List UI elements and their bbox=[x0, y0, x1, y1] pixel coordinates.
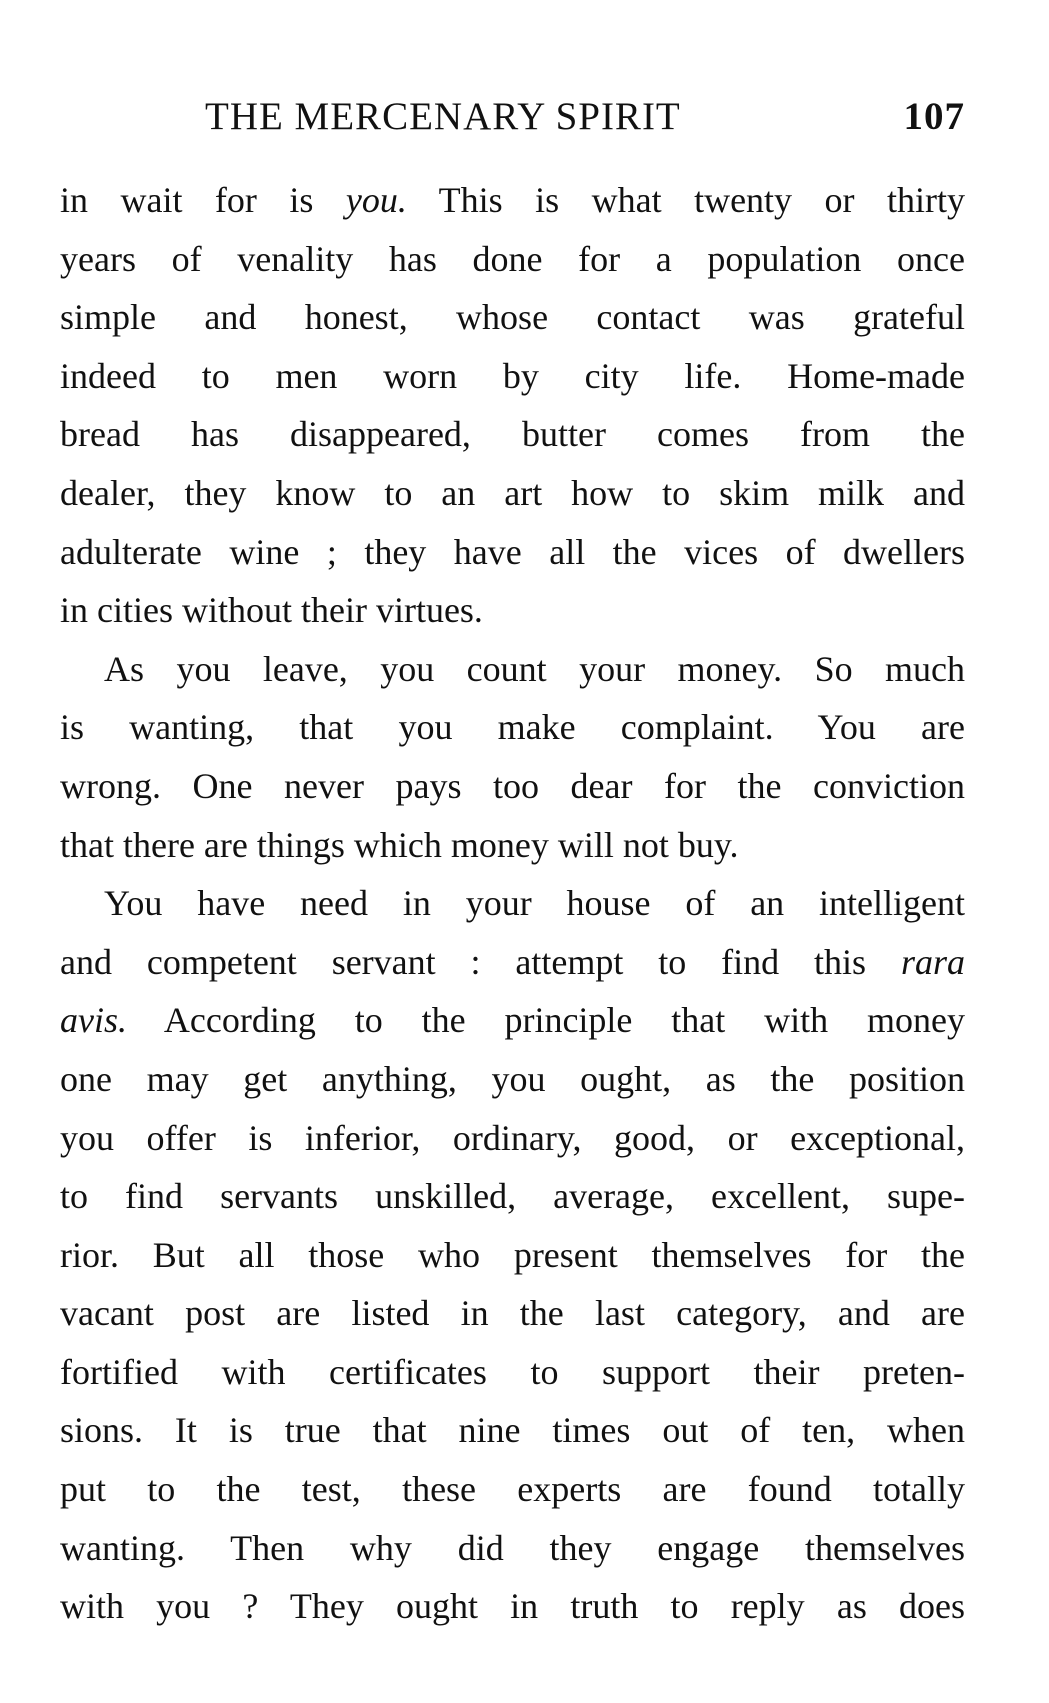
text-line bbox=[60, 464, 965, 523]
text-line bbox=[60, 874, 965, 933]
text-segment: is wanting, that you make complaint. You are bbox=[60, 707, 965, 748]
text-segment: simple and honest, whose contact was grateful bbox=[60, 297, 965, 338]
text-line bbox=[60, 1401, 965, 1460]
text-line bbox=[60, 991, 965, 1050]
text-segment: in cities without their virtues. bbox=[60, 590, 483, 631]
text-line bbox=[60, 523, 965, 582]
text-line bbox=[60, 230, 965, 289]
text-segment: in wait for is bbox=[60, 180, 346, 220]
text-segment: and competent servant : attempt to find this bbox=[60, 941, 901, 982]
body-text bbox=[60, 171, 965, 1636]
italic-text-segment: you. bbox=[345, 180, 407, 220]
text-line bbox=[60, 171, 965, 230]
text-line bbox=[60, 1577, 965, 1636]
text-line bbox=[60, 1284, 965, 1343]
text-line bbox=[60, 640, 965, 699]
text-line bbox=[60, 1519, 965, 1578]
text-line bbox=[60, 1343, 965, 1402]
text-line bbox=[60, 405, 965, 464]
text-line bbox=[60, 347, 965, 406]
text-line bbox=[60, 816, 965, 875]
text-segment: fortified with certificates to support their preten- bbox=[60, 1351, 965, 1392]
running-header bbox=[60, 92, 965, 142]
text-segment: As you leave, you count your money. So much bbox=[104, 648, 965, 689]
text-line bbox=[60, 1226, 965, 1285]
text-segment: sions. It is true that nine times out of ten, when bbox=[60, 1410, 965, 1451]
text-segment: dealer, they know to an art how to skim milk and bbox=[60, 472, 965, 513]
text-line bbox=[60, 1109, 965, 1168]
text-segment: You have need in your house of an intelligent bbox=[104, 883, 965, 924]
text-line bbox=[60, 757, 965, 816]
page-number: 107 bbox=[903, 95, 965, 138]
text-segment: one may get anything, you ought, as the position bbox=[60, 1058, 965, 1099]
text-segment: years of venality has done for a population once bbox=[60, 238, 965, 279]
text-line bbox=[60, 1050, 965, 1109]
text-line bbox=[60, 933, 965, 992]
text-segment: According to the principle that with money bbox=[127, 1000, 965, 1041]
text-segment: with you ? They ought in truth to reply as does bbox=[60, 1586, 965, 1627]
text-segment: This is what twenty or thirty bbox=[406, 180, 965, 220]
running-title: THE MERCENARY SPIRIT bbox=[205, 95, 681, 138]
text-segment: vacant post are listed in the last category, and are bbox=[60, 1293, 965, 1334]
text-segment: adulterate wine ; they have all the vices of dwellers bbox=[60, 531, 965, 572]
text-segment: indeed to men worn by city life. Home-made bbox=[60, 355, 965, 396]
text-segment: rior. But all those who present themselves for the bbox=[60, 1234, 965, 1275]
text-segment: to find servants unskilled, average, excellent, supe- bbox=[60, 1176, 965, 1217]
text-segment: you offer is inferior, ordinary, good, or exceptional, bbox=[60, 1117, 965, 1158]
text-segment: wrong. One never pays too dear for the conviction bbox=[60, 765, 965, 806]
text-segment: that there are things which money will not buy. bbox=[60, 824, 739, 865]
text-segment: wanting. Then why did they engage themselves bbox=[60, 1527, 965, 1568]
text-line bbox=[60, 698, 965, 757]
text-line bbox=[60, 1460, 965, 1519]
text-segment: put to the test, these experts are found totally bbox=[60, 1469, 965, 1510]
text-line bbox=[60, 1167, 965, 1226]
italic-text-segment: avis. bbox=[60, 1000, 127, 1041]
italic-text-segment: rara bbox=[900, 941, 965, 982]
text-line bbox=[60, 288, 965, 347]
text-line bbox=[60, 581, 965, 640]
text-segment: bread has disappeared, butter comes from the bbox=[60, 414, 965, 455]
